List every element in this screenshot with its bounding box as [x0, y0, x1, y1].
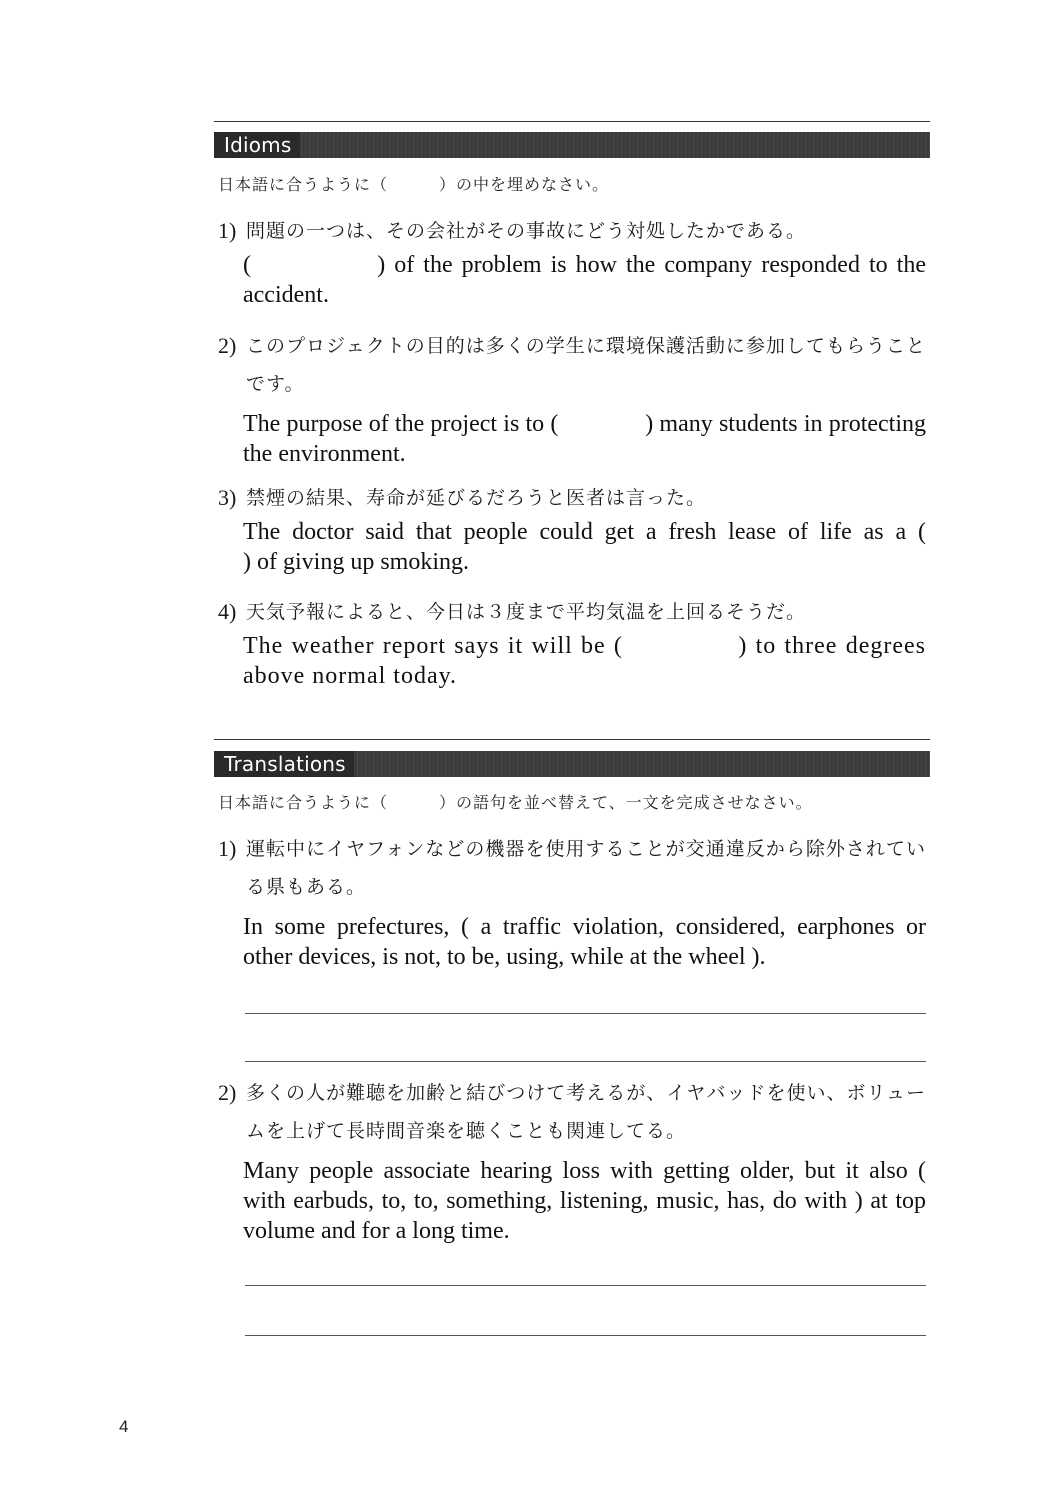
english-sentence: The purpose of the project is to ( ) many students in protecting the environment. — [243, 411, 932, 467]
japanese-sentence: 天気予報によると、今日は３度まで平均気温を上回るそうだ。 — [246, 601, 807, 623]
japanese-sentence: 多くの人が難聴を加齢と結びつけて考えるが、イヤバッドを使い、ボリュームを上げて長時間音楽を聴くことも関連してる。 — [246, 1082, 926, 1142]
page-number: 4 — [119, 1417, 129, 1436]
item-number: 1) — [218, 218, 237, 243]
idioms-item-3 — [218, 479, 1010, 577]
answer-line[interactable] — [245, 1013, 926, 1014]
english-sentence: Many people associate hearing loss with getting older, but it also ( with earbuds, to, to, something, listening, music, has, do with ) at top volume and for a long time. — [243, 1158, 926, 1244]
idioms-item-2 — [218, 327, 932, 469]
translations-item-2 — [218, 1074, 926, 1246]
english-sentence: In some prefectures, ( a traffic violation, considered, earphones or other devices, is not, to be, using, while at the wheel ). — [243, 914, 926, 970]
english-sentence: The doctor said that people could get a fresh lease of life as a ( ) of giving up smoking. — [243, 519, 1010, 575]
english-sentence: ( ) of the problem is how the company responded to the accident. — [243, 252, 932, 308]
idioms-item-1 — [218, 212, 932, 310]
item-number: 1) — [218, 836, 237, 861]
translations-item-1 — [218, 830, 926, 972]
japanese-sentence: 問題の一つは、その会社がその事故にどう対処したかである。 — [246, 220, 807, 242]
idioms-top-rule — [214, 121, 930, 122]
item-number: 3) — [218, 485, 237, 510]
idioms-heading: Idioms — [214, 132, 300, 158]
translations-header-bar — [214, 751, 930, 777]
translations-instruction: 日本語に合うように（ ）の語句を並べ替えて、一文を完成させなさい。 — [218, 793, 813, 812]
item-number: 2) — [218, 1080, 237, 1105]
english-sentence: The weather report says it will be ( ) to three degrees above normal today. — [243, 633, 933, 689]
translations-heading: Translations — [214, 751, 354, 777]
japanese-sentence: このプロジェクトの目的は多くの学生に環境保護活動に参加してもらうことです。 — [246, 335, 926, 395]
idioms-instruction: 日本語に合うように（ ）の中を埋めなさい。 — [218, 175, 610, 194]
idioms-item-4 — [218, 593, 933, 691]
answer-line[interactable] — [245, 1061, 926, 1062]
item-number: 4) — [218, 599, 237, 624]
idioms-header-bar — [214, 132, 930, 158]
answer-line[interactable] — [245, 1285, 926, 1286]
item-number: 2) — [218, 333, 237, 358]
japanese-sentence: 運転中にイヤフォンなどの機器を使用することが交通違反から除外されている県もある。 — [246, 838, 926, 898]
translations-top-rule — [214, 739, 930, 740]
answer-line[interactable] — [245, 1335, 926, 1336]
japanese-sentence: 禁煙の結果、寿命が延びるだろうと医者は言った。 — [246, 487, 707, 509]
